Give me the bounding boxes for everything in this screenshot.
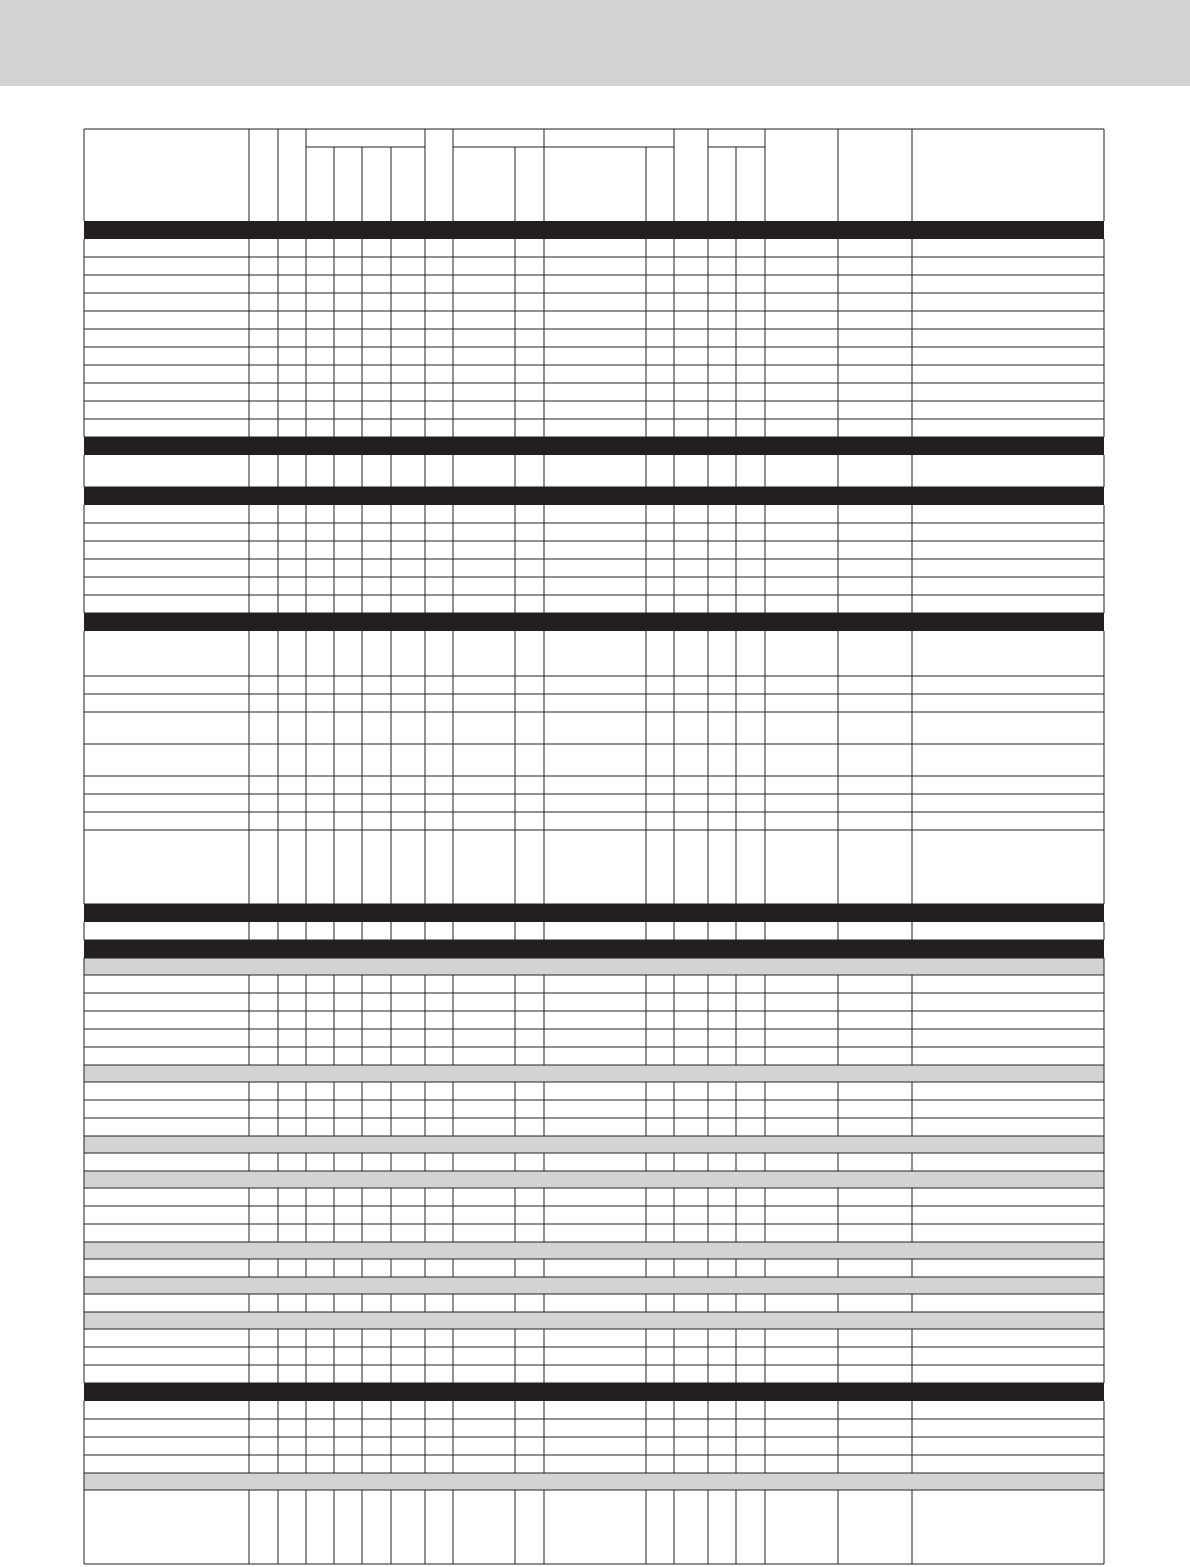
section-header-bar xyxy=(84,613,1104,631)
subsection-header-bar xyxy=(84,1242,1104,1259)
section-header-bar xyxy=(84,940,1104,958)
subsection-header-bar xyxy=(84,1136,1104,1153)
section-header-bar xyxy=(84,904,1104,922)
section-header-bar xyxy=(84,437,1104,455)
subsection-header-bar xyxy=(84,1473,1104,1490)
subsection-header-bar xyxy=(84,1065,1104,1082)
subsection-header-bar xyxy=(84,958,1104,975)
subsection-header-bar xyxy=(84,1312,1104,1329)
section-header-bar xyxy=(84,1383,1104,1401)
section-header-bar xyxy=(84,221,1104,239)
section-header-bar xyxy=(84,487,1104,505)
subsection-header-bar xyxy=(84,1171,1104,1188)
subsection-header-bar xyxy=(84,1277,1104,1294)
